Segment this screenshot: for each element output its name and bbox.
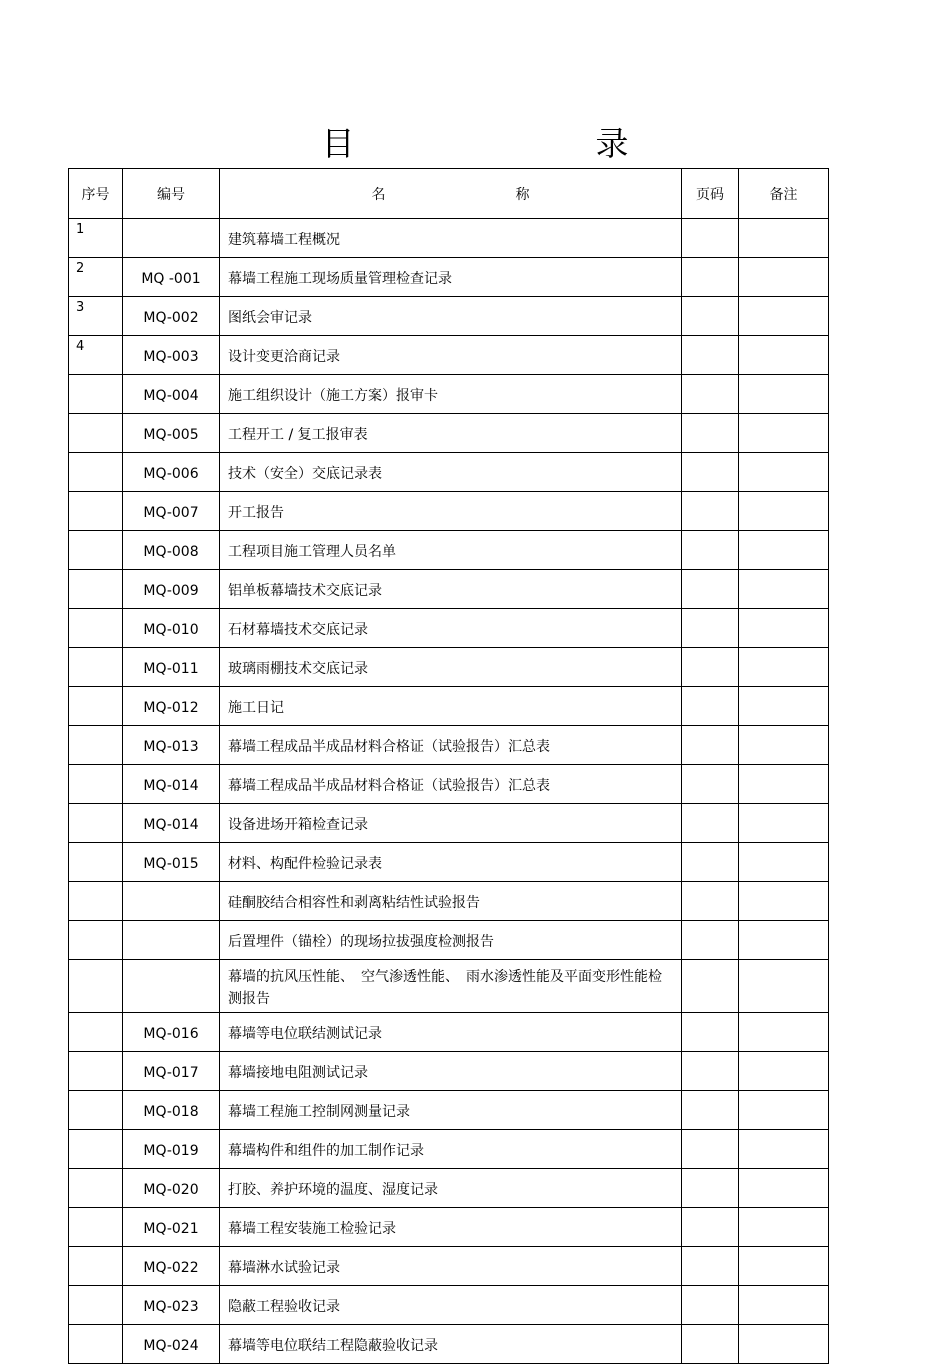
row-page <box>682 687 739 726</box>
row-note <box>739 1091 829 1130</box>
row-seq <box>69 414 123 453</box>
row-seq: 4 <box>69 336 123 375</box>
table-row <box>69 1013 829 1052</box>
row-seq <box>69 687 123 726</box>
row-page <box>682 648 739 687</box>
table-row <box>69 336 829 375</box>
row-page <box>682 570 739 609</box>
row-page <box>682 921 739 960</box>
row-seq <box>69 882 123 921</box>
row-seq <box>69 609 123 648</box>
table-row <box>69 570 829 609</box>
row-page <box>682 960 739 1013</box>
row-note <box>739 726 829 765</box>
table-row <box>69 1130 829 1169</box>
row-code: MQ-011 <box>123 648 220 687</box>
row-note <box>739 1208 829 1247</box>
row-page <box>682 804 739 843</box>
table-row <box>69 960 829 1013</box>
table-row <box>69 1091 829 1130</box>
row-note <box>739 921 829 960</box>
row-name: 幕墙接地电阻测试记录 <box>220 1052 682 1091</box>
row-seq <box>69 375 123 414</box>
row-note <box>739 687 829 726</box>
row-seq: 1 <box>69 219 123 258</box>
row-seq <box>69 1325 123 1364</box>
row-page <box>682 1247 739 1286</box>
row-code: MQ-014 <box>123 765 220 804</box>
row-code: MQ-016 <box>123 1013 220 1052</box>
row-seq: 3 <box>69 297 123 336</box>
row-page <box>682 726 739 765</box>
row-seq <box>69 1052 123 1091</box>
row-name: 幕墙构件和组件的加工制作记录 <box>220 1130 682 1169</box>
row-name: 幕墙工程成品半成品材料合格证（试验报告）汇总表 <box>220 765 682 804</box>
row-name: 施工日记 <box>220 687 682 726</box>
table-row <box>69 648 829 687</box>
contents-table <box>68 168 829 1364</box>
row-page <box>682 453 739 492</box>
row-note <box>739 531 829 570</box>
row-name: 设计变更洽商记录 <box>220 336 682 375</box>
row-page <box>682 1208 739 1247</box>
row-note <box>739 570 829 609</box>
table-row <box>69 297 829 336</box>
row-code: MQ -001 <box>123 258 220 297</box>
row-name: 开工报告 <box>220 492 682 531</box>
row-note <box>739 492 829 531</box>
table-row <box>69 1247 829 1286</box>
row-note <box>739 765 829 804</box>
row-name: 隐蔽工程验收记录 <box>220 1286 682 1325</box>
row-seq <box>69 570 123 609</box>
row-code: MQ-007 <box>123 492 220 531</box>
row-note <box>739 804 829 843</box>
row-note <box>739 1325 829 1364</box>
row-code: MQ-012 <box>123 687 220 726</box>
row-page <box>682 531 739 570</box>
row-name: 幕墙工程施工现场质量管理检查记录 <box>220 258 682 297</box>
row-code <box>123 882 220 921</box>
table-row <box>69 531 829 570</box>
row-seq <box>69 1130 123 1169</box>
row-page <box>682 1169 739 1208</box>
row-note <box>739 1130 829 1169</box>
row-seq <box>69 492 123 531</box>
table-row <box>69 765 829 804</box>
row-code: MQ-022 <box>123 1247 220 1286</box>
row-name: 材料、构配件检验记录表 <box>220 843 682 882</box>
row-name: 幕墙淋水试验记录 <box>220 1247 682 1286</box>
row-code: MQ-003 <box>123 336 220 375</box>
row-code: MQ-019 <box>123 1130 220 1169</box>
row-page <box>682 492 739 531</box>
row-name: 石材幕墙技术交底记录 <box>220 609 682 648</box>
row-page <box>682 882 739 921</box>
row-note <box>739 1169 829 1208</box>
row-seq <box>69 1091 123 1130</box>
table-row <box>69 375 829 414</box>
row-page <box>682 375 739 414</box>
row-note <box>739 297 829 336</box>
row-code: MQ-024 <box>123 1325 220 1364</box>
table-body <box>69 219 829 1364</box>
row-seq <box>69 1013 123 1052</box>
row-page <box>682 1052 739 1091</box>
row-code: MQ-017 <box>123 1052 220 1091</box>
row-name: 幕墙工程安装施工检验记录 <box>220 1208 682 1247</box>
row-page <box>682 414 739 453</box>
row-name: 铝单板幕墙技术交底记录 <box>220 570 682 609</box>
row-seq: 2 <box>69 258 123 297</box>
row-seq <box>69 726 123 765</box>
row-page <box>682 219 739 258</box>
row-note <box>739 1052 829 1091</box>
row-page <box>682 765 739 804</box>
header-row <box>69 169 829 219</box>
row-code: MQ-021 <box>123 1208 220 1247</box>
row-note <box>739 960 829 1013</box>
row-page <box>682 1013 739 1052</box>
row-note <box>739 1286 829 1325</box>
row-seq <box>69 1208 123 1247</box>
row-note <box>739 375 829 414</box>
row-code: MQ-018 <box>123 1091 220 1130</box>
row-name: 建筑幕墙工程概况 <box>220 219 682 258</box>
row-name: 工程开工 / 复工报审表 <box>220 414 682 453</box>
row-note <box>739 843 829 882</box>
row-name: 技术（安全）交底记录表 <box>220 453 682 492</box>
row-seq <box>69 1169 123 1208</box>
row-name: 幕墙工程成品半成品材料合格证（试验报告）汇总表 <box>220 726 682 765</box>
row-code: MQ-002 <box>123 297 220 336</box>
table-row <box>69 804 829 843</box>
row-name: 图纸会审记录 <box>220 297 682 336</box>
table-row <box>69 492 829 531</box>
row-seq <box>69 765 123 804</box>
table-row <box>69 609 829 648</box>
row-page <box>682 297 739 336</box>
table-row <box>69 258 829 297</box>
table-row <box>69 687 829 726</box>
row-name: 施工组织设计（施工方案）报审卡 <box>220 375 682 414</box>
row-note <box>739 336 829 375</box>
row-code: MQ-005 <box>123 414 220 453</box>
table-row <box>69 1325 829 1364</box>
row-page <box>682 1325 739 1364</box>
row-seq <box>69 804 123 843</box>
row-code: MQ-015 <box>123 843 220 882</box>
table-row <box>69 921 829 960</box>
row-name: 硅酮胶结合相容性和剥离粘结性试验报告 <box>220 882 682 921</box>
row-code <box>123 960 220 1013</box>
row-name: 设备进场开箱检查记录 <box>220 804 682 843</box>
row-note <box>739 609 829 648</box>
row-seq <box>69 531 123 570</box>
header-note: 备注 <box>739 169 829 219</box>
header-code: 编号 <box>123 169 220 219</box>
row-code: MQ-004 <box>123 375 220 414</box>
row-note <box>739 219 829 258</box>
row-seq <box>69 1247 123 1286</box>
row-note <box>739 1013 829 1052</box>
table-row <box>69 843 829 882</box>
row-seq <box>69 921 123 960</box>
row-seq <box>69 648 123 687</box>
row-code <box>123 219 220 258</box>
row-code: MQ-010 <box>123 609 220 648</box>
row-seq <box>69 453 123 492</box>
table-row <box>69 726 829 765</box>
row-name: 后置埋件（锚栓）的现场拉拔强度检测报告 <box>220 921 682 960</box>
row-note <box>739 648 829 687</box>
row-code <box>123 921 220 960</box>
table-row <box>69 453 829 492</box>
row-code: MQ-006 <box>123 453 220 492</box>
row-page <box>682 843 739 882</box>
row-seq <box>69 843 123 882</box>
row-name: 幕墙的抗风压性能、 空气渗透性能、 雨水渗透性能及平面变形性能检测报告 <box>220 960 682 1013</box>
header-name: 名 称 <box>220 169 682 219</box>
row-code: MQ-013 <box>123 726 220 765</box>
header-seq: 序号 <box>69 169 123 219</box>
row-page <box>682 336 739 375</box>
row-note <box>739 882 829 921</box>
table-row <box>69 882 829 921</box>
row-code: MQ-020 <box>123 1169 220 1208</box>
table-row <box>69 1208 829 1247</box>
table-row <box>69 219 829 258</box>
row-name: 打胶、养护环境的温度、湿度记录 <box>220 1169 682 1208</box>
row-name: 工程项目施工管理人员名单 <box>220 531 682 570</box>
row-note <box>739 1247 829 1286</box>
row-name: 幕墙等电位联结测试记录 <box>220 1013 682 1052</box>
table-row <box>69 414 829 453</box>
row-note <box>739 258 829 297</box>
row-page <box>682 1091 739 1130</box>
row-seq <box>69 960 123 1013</box>
row-name: 玻璃雨棚技术交底记录 <box>220 648 682 687</box>
table-row <box>69 1286 829 1325</box>
row-code: MQ-014 <box>123 804 220 843</box>
row-note <box>739 453 829 492</box>
table-row <box>69 1052 829 1091</box>
document-title: 目 录 <box>321 124 733 163</box>
row-code: MQ-008 <box>123 531 220 570</box>
header-page: 页码 <box>682 169 739 219</box>
row-name: 幕墙工程施工控制网测量记录 <box>220 1091 682 1130</box>
row-code: MQ-023 <box>123 1286 220 1325</box>
row-page <box>682 609 739 648</box>
row-note <box>739 414 829 453</box>
row-page <box>682 1130 739 1169</box>
row-page <box>682 1286 739 1325</box>
row-name: 幕墙等电位联结工程隐蔽验收记录 <box>220 1325 682 1364</box>
row-code: MQ-009 <box>123 570 220 609</box>
table-row <box>69 1169 829 1208</box>
row-page <box>682 258 739 297</box>
row-seq <box>69 1286 123 1325</box>
